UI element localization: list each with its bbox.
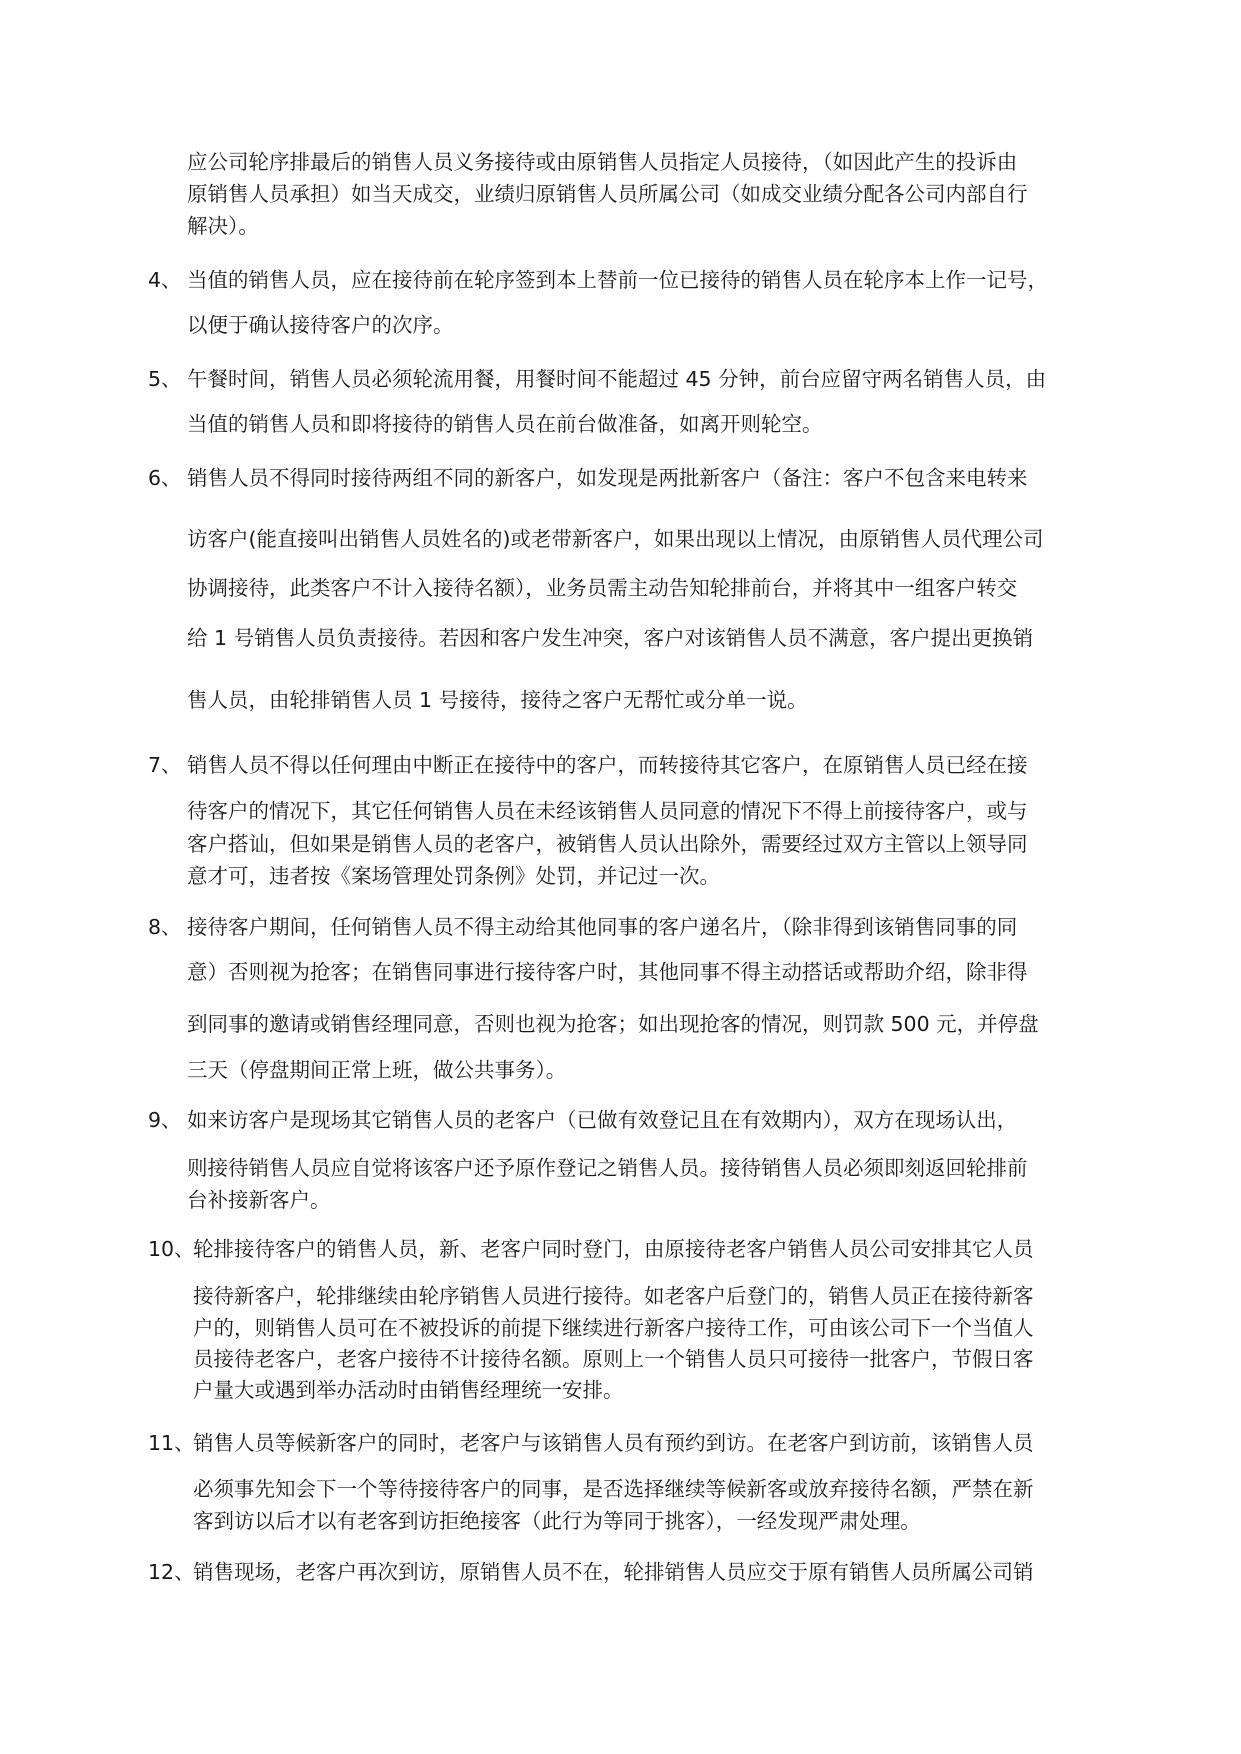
text-line: 接待新客户，轮排继续由轮序销售人员进行接待。如老客户后登门的，销售人员正在接待新客 (193, 1284, 1034, 1308)
text-line: 户的，则销售人员可在不被投诉的前提下继续进行新客户接待工作，可由该公司下一个当值人 (193, 1316, 1034, 1340)
text-line: 当值的销售人员和即将接待的销售人员在前台做准备，如离开则轮空。 (187, 412, 823, 436)
text-line: 解决）。 (187, 214, 259, 238)
text-line: 销售现场，老客户再次到访，原销售人员不在，轮排销售人员应交于原有销售人员所属公司销 (193, 1560, 1034, 1584)
text-line: 意）否则视为抢客；在销售同事进行接待客户时，其他同事不得主动搭话或帮助介绍，除非得 (187, 960, 1028, 984)
item-number: 10、 (148, 1237, 195, 1261)
text-line: 必须事先知会下一个等待接待客户的同事，是否选择继续等候新客或放弃接待名额，严禁在新 (193, 1477, 1034, 1501)
text-line: 接待客户期间，任何销售人员不得主动给其他同事的客户递名片，（除非得到该销售同事的同 (187, 915, 1018, 939)
text-line: 客到访以后才以有老客到访拒绝接客（此行为等同于挑客），一经发现严肃处理。 (193, 1509, 921, 1533)
text-line: 给 1 号销售人员负责接待。若因和客户发生冲突，客户对该销售人员不满意，客户提出更换销 (187, 626, 1034, 650)
item-number: 12、 (148, 1560, 195, 1584)
text-line: 台补接新客户。 (187, 1188, 331, 1212)
text-line: 则接待销售人员应自觉将该客户还予原作登记之销售人员。接待销售人员必须即刻返回轮排前 (187, 1156, 1028, 1180)
item-number: 7、 (148, 753, 182, 777)
text-line: 当值的销售人员，应在接待前在轮序签到本上替前一位已接待的销售人员在轮序本上作一记号， (187, 268, 1048, 292)
text-line: 以便于确认接待客户的次序。 (187, 313, 454, 337)
item-number: 11、 (148, 1431, 195, 1455)
text-line: 原销售人员承担）如当天成交，业绩归原销售人员所属公司（如成交业绩分配各公司内部自行 (187, 182, 1028, 206)
item-number: 9、 (148, 1108, 182, 1132)
text-line: 销售人员等候新客户的同时，老客户与该销售人员有预约到访。在老客户到访前，该销售人员 (193, 1431, 1034, 1455)
item-number: 5、 (148, 367, 182, 391)
item-number: 6、 (148, 466, 182, 490)
text-line: 售人员，由轮排销售人员 1 号接待，接待之客户无帮忙或分单一说。 (187, 688, 808, 712)
text-line: 待客户的情况下，其它任何销售人员在未经该销售人员同意的情况下不得上前接待客户，或与 (187, 799, 1028, 823)
text-line: 应公司轮序排最后的销售人员义务接待或由原销售人员指定人员接待，（如因此产生的投诉由 (187, 150, 1018, 174)
text-line: 协调接待，此类客户不计入接待名额），业务员需主动告知轮排前台，并将其中一组客户转交 (187, 576, 1018, 600)
text-line: 客户搭讪，但如果是销售人员的老客户，被销售人员认出除外，需要经过双方主管以上领导同 (187, 832, 1028, 856)
item-number: 8、 (148, 915, 182, 939)
item-number: 4、 (148, 268, 182, 292)
text-line: 到同事的邀请或销售经理同意，否则也视为抢客；如出现抢客的情况，则罚款 500 元，并停盘 (187, 1012, 1039, 1036)
text-line: 销售人员不得同时接待两组不同的新客户，如发现是两批新客户（备注：客户不包含来电转来 (187, 466, 1028, 490)
text-line: 员接待老客户，老客户接待不计接待名额。原则上一个销售人员只可接待一批客户，节假日客 (193, 1347, 1034, 1371)
text-line: 访客户(能直接叫出销售人员姓名的)或老带新客户，如果出现以上情况，由原销售人员代理公司 (187, 527, 1044, 551)
text-line: 销售人员不得以任何理由中断正在接待中的客户，而转接待其它客户，在原销售人员已经在接 (187, 753, 1028, 777)
text-line: 午餐时间，销售人员必须轮流用餐，用餐时间不能超过 45 分钟，前台应留守两名销售人员，由 (187, 367, 1047, 391)
text-line: 如来访客户是现场其它销售人员的老客户（已做有效登记且在有效期内），双方在现场认出， (187, 1108, 1018, 1132)
text-line: 三天（停盘期间正常上班，做公共事务）。 (187, 1058, 567, 1082)
text-line: 户量大或遇到举办活动时由销售经理统一安排。 (193, 1378, 624, 1402)
text-line: 意才可，违者按《案场管理处罚条例》处罚，并记过一次。 (187, 864, 720, 888)
text-line: 轮排接待客户的销售人员，新、老客户同时登门，由原接待老客户销售人员公司安排其它人员 (193, 1237, 1034, 1261)
